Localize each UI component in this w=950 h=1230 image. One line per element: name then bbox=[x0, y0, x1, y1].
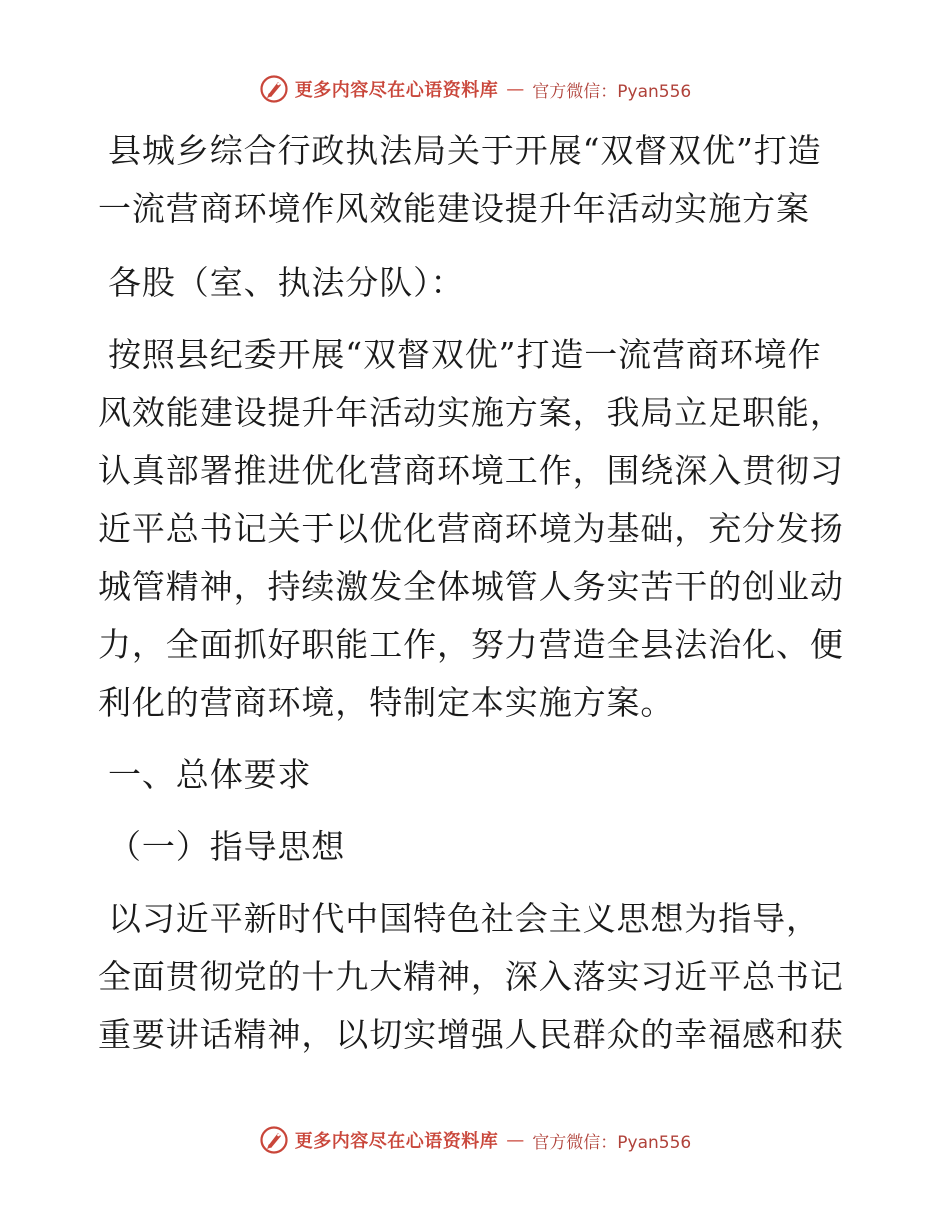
intro-paragraph: 按照县纪委开展“双督双优”打造一流营商环境作风效能建设提升年活动实施方案，我局立足职能，认真部署推进优化营商环境工作，围绕深入贯彻习近平总书记关于以优化营商环境为基础，充分发扬城管精神，持续激发全体城管人务实苦干的创业动力，全面抓好职能工作，努力营造全县法治化、便利化的营商环境，特制定本实施方案。 bbox=[98, 335, 844, 722]
subsection-heading: （一）指导思想 bbox=[108, 827, 346, 866]
salutation: 各股（室、执法分队）： bbox=[108, 263, 465, 302]
watermark-wechat: 官方微信：Pyan556 bbox=[532, 81, 692, 102]
watermark-brand: 更多内容尽在心语资料库 bbox=[294, 80, 499, 101]
pen-nib-logo-icon bbox=[259, 1125, 289, 1155]
section-heading: 一、总体要求 bbox=[108, 755, 312, 794]
document-title: 县城乡综合行政执法局关于开展“双督双优”打造一流营商环境作风效能建设提升年活动实施方案 bbox=[98, 131, 822, 228]
document-body bbox=[98, 122, 850, 1064]
pen-nib-logo-icon bbox=[259, 74, 289, 104]
watermark-separator: — bbox=[506, 78, 525, 100]
watermark-banner-top bbox=[0, 72, 950, 106]
watermark-banner-bottom bbox=[0, 1123, 950, 1157]
guiding-paragraph: 以习近平新时代中国特色社会主义思想为指导，全面贯彻党的十九大精神，深入落实习近平总书记重要讲话精神，以切实增强人民群众的幸福感和获 bbox=[98, 899, 844, 1054]
watermark-separator: — bbox=[506, 1129, 525, 1151]
watermark-brand: 更多内容尽在心语资料库 bbox=[294, 1131, 499, 1152]
watermark-wechat: 官方微信：Pyan556 bbox=[532, 1132, 692, 1153]
